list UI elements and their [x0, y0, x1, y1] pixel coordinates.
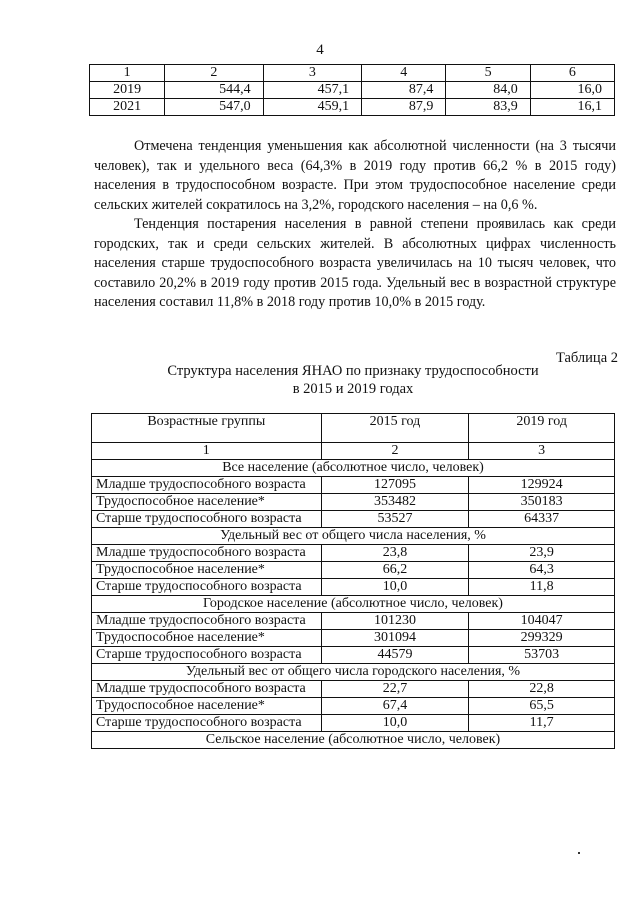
value-2019: 11,7 — [469, 715, 615, 732]
value-2015: 301094 — [321, 630, 469, 647]
value-2015: 67,4 — [321, 698, 469, 715]
value-2015: 10,0 — [321, 579, 469, 596]
table-caption-line: Структура населения ЯНАО по признаку трудоспособности — [167, 363, 539, 379]
table-caption-line: в 2015 и 2019 годах — [292, 381, 414, 397]
value-2015: 10,0 — [321, 715, 469, 732]
top-table-header-cell: 2 — [165, 65, 264, 82]
table-cell: 83,9 — [446, 99, 530, 116]
value-2015: 101230 — [321, 613, 469, 630]
value-2019: 22,8 — [469, 681, 615, 698]
value-2015: 353482 — [321, 494, 469, 511]
value-2019: 104047 — [469, 613, 615, 630]
value-2019: 11,8 — [469, 579, 615, 596]
table-row — [92, 681, 615, 698]
row-label: Старше трудоспособного возраста — [92, 647, 322, 664]
table-row — [92, 630, 615, 647]
row-label: Старше трудоспособного возраста — [92, 511, 322, 528]
table-row — [92, 698, 615, 715]
section-title: Все население (абсолютное число, человек) — [92, 460, 615, 477]
row-label: Младше трудоспособного возраста — [92, 477, 322, 494]
section-header-row — [92, 732, 615, 749]
section-title: Городское население (абсолютное число, человек) — [92, 596, 615, 613]
row-label: Трудоспособное население* — [92, 698, 322, 715]
top-table — [89, 64, 615, 116]
column-number: 1 — [92, 443, 322, 460]
top-table-header-cell: 4 — [362, 65, 446, 82]
column-number: 2 — [321, 443, 469, 460]
column-header: 2019 год — [469, 414, 615, 443]
table-row — [92, 511, 615, 528]
section-header-row — [92, 460, 615, 477]
value-2019: 64337 — [469, 511, 615, 528]
paragraph: Тенденция постарения населения в равной степени проявилась как среди городских, так и среди сельских жителей. В абсолютных цифрах численность населения старше трудоспособного возраста увеличилась на 10 тысяч человек, что составило 20,2% в 2019 году против 2015 года. Удельный вес в возрастной структуре населения составил 11,8% в 2018 году против 10,0% в 2015 году. — [94, 216, 616, 310]
table-row — [92, 579, 615, 596]
value-2019: 299329 — [469, 630, 615, 647]
top-table-header-row — [90, 65, 615, 82]
value-2015: 22,7 — [321, 681, 469, 698]
value-2015: 53527 — [321, 511, 469, 528]
table-cell: 547,0 — [165, 99, 264, 116]
row-label: Младше трудоспособного возраста — [92, 545, 322, 562]
table-row — [92, 715, 615, 732]
column-header: Возрастные группы — [92, 414, 322, 443]
table-row — [92, 613, 615, 630]
table-cell: 87,4 — [362, 82, 446, 99]
section-header-row — [92, 596, 615, 613]
value-2015: 23,8 — [321, 545, 469, 562]
top-table-header-cell: 6 — [530, 65, 614, 82]
row-label: Трудоспособное население* — [92, 494, 322, 511]
table-row — [90, 82, 615, 99]
table-row — [90, 99, 615, 116]
table-row — [92, 477, 615, 494]
section-header-row — [92, 528, 615, 545]
paragraph: Отмечена тенденция уменьшения как абсолютной численности (на 3 тысячи человек), так и удельного веса (64,3% в 2019 году против 66,2 % в 2015 году) населения в трудоспособном возрасте. При этом трудоспособное население среди сельских жителей сократилось на 3,2%, городского населения – на 0,6 %. — [94, 138, 616, 213]
value-2015: 44579 — [321, 647, 469, 664]
table-cell: 2021 — [90, 99, 165, 116]
table-caption — [90, 362, 616, 398]
body-text — [94, 137, 616, 313]
section-title: Удельный вес от общего числа населения, % — [92, 528, 615, 545]
population-structure-table — [91, 413, 615, 749]
top-table-header-cell: 3 — [263, 65, 362, 82]
value-2015: 66,2 — [321, 562, 469, 579]
column-header: 2015 год — [321, 414, 469, 443]
top-table-header-cell: 5 — [446, 65, 530, 82]
table-header-row — [92, 414, 615, 443]
value-2019: 129924 — [469, 477, 615, 494]
top-table-header-cell: 1 — [90, 65, 165, 82]
value-2019: 65,5 — [469, 698, 615, 715]
table-row — [92, 647, 615, 664]
row-label: Старше трудоспособного возраста — [92, 579, 322, 596]
column-number-row — [92, 443, 615, 460]
section-title: Удельный вес от общего числа городского населения, % — [92, 664, 615, 681]
row-label: Трудоспособное население* — [92, 630, 322, 647]
value-2015: 127095 — [321, 477, 469, 494]
table-cell: 16,1 — [530, 99, 614, 116]
row-label: Трудоспособное население* — [92, 562, 322, 579]
table-row — [92, 562, 615, 579]
table-label: Таблица 2 — [555, 350, 618, 366]
value-2019: 53703 — [469, 647, 615, 664]
table-row — [92, 494, 615, 511]
stray-mark — [578, 852, 580, 854]
row-label: Младше трудоспособного возраста — [92, 613, 322, 630]
page-number: 4 — [316, 42, 324, 58]
table-cell: 16,0 — [530, 82, 614, 99]
row-label: Младше трудоспособного возраста — [92, 681, 322, 698]
table-cell: 544,4 — [165, 82, 264, 99]
value-2019: 23,9 — [469, 545, 615, 562]
column-number: 3 — [469, 443, 615, 460]
value-2019: 64,3 — [469, 562, 615, 579]
value-2019: 350183 — [469, 494, 615, 511]
section-header-row — [92, 664, 615, 681]
table-cell: 459,1 — [263, 99, 362, 116]
table-row — [92, 545, 615, 562]
table-cell: 84,0 — [446, 82, 530, 99]
section-title: Сельское население (абсолютное число, человек) — [92, 732, 615, 749]
table-cell: 457,1 — [263, 82, 362, 99]
table-cell: 87,9 — [362, 99, 446, 116]
row-label: Старше трудоспособного возраста — [92, 715, 322, 732]
table-cell: 2019 — [90, 82, 165, 99]
